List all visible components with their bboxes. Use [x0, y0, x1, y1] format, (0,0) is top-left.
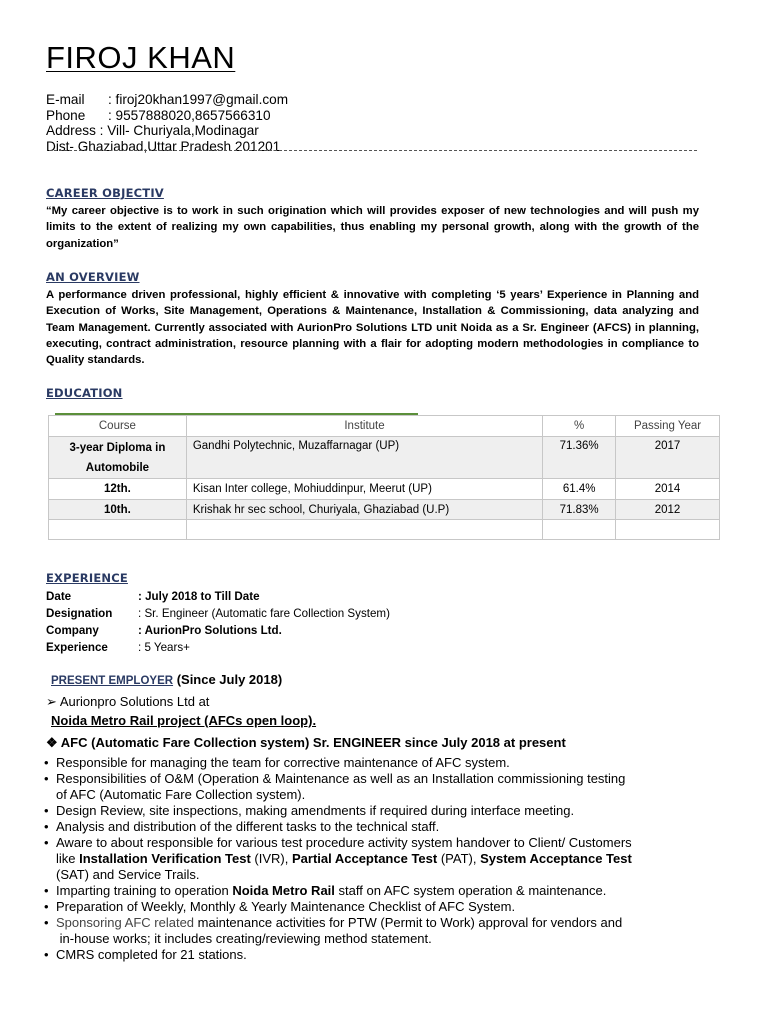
education-heading: EDUCATION	[46, 386, 123, 400]
exp-date-label: Date	[46, 590, 72, 603]
list-item-text: Preparation of Weekly, Monthly & Yearly Maintenance Checklist of AFC System.	[56, 899, 516, 914]
list-item-bold: System Acceptance Test	[480, 851, 632, 866]
bullet-dot-icon: •	[44, 755, 49, 770]
exp-designation-value: : Sr. Engineer (Automatic fare Collection System)	[138, 607, 390, 620]
list-item-text: Responsibilities of O&M (Operation & Maintenance as well as an Installation commissioning testing	[56, 771, 626, 786]
present-employer-line	[51, 672, 282, 687]
overview-text: A performance driven professional, highly efficient & innovative with completing ‘5 years’ Experience in Planning and Execution of Works, Site Management, Operations & Maintenance, Installation & Commissioning, data analyzing and Team Management. Currently associated with AurionPro Solutions LTD unit Noida as a Sr. Engineer (AFCS) in planning, executing, contract administration, resource planning with a flair for adopting modern methodologies in compliance to Quality standards.	[46, 289, 699, 367]
cell-year: 2017	[616, 437, 720, 479]
exp-company-label: Company	[46, 624, 99, 637]
present-employer-heading: PRESENT EMPLOYER	[51, 675, 174, 687]
list-item	[44, 915, 734, 947]
employer-company-bold: Aurionpro	[59, 694, 117, 709]
bullet-dot-icon: •	[44, 883, 49, 898]
phone-value: : 9557888020,8657566310	[108, 107, 271, 123]
table-row	[49, 479, 720, 500]
list-item-text: like	[56, 851, 80, 866]
career-text: “My career objective is to work in such origination which will provides exposer of new technologies and will push my limits to the extent of realizing my own capabilities, thus enabling my personal growth, along with the growth of the organization”	[46, 205, 699, 250]
list-item-text: Design Review, site inspections, making amendments if required during interface meeting.	[56, 803, 575, 818]
list-item-bold: Noida Metro Rail	[232, 883, 335, 898]
email-value[interactable]: : firoj20khan1997@gmail.com	[108, 92, 289, 107]
experience-block	[46, 588, 390, 656]
dashed-divider	[49, 150, 697, 151]
list-item-text: CMRS completed for 21 stations.	[56, 947, 247, 962]
cell-empty	[616, 520, 720, 540]
cell-institute: Gandhi Polytechnic, Muzaffarnagar (UP)	[186, 437, 542, 479]
list-item	[44, 835, 734, 883]
col-course: Course	[49, 416, 187, 437]
exp-company-value: : AurionPro Solutions Ltd.	[138, 624, 282, 637]
responsibilities-list	[44, 755, 734, 963]
list-item-text: Sponsoring AFC related	[56, 915, 195, 930]
list-item	[44, 803, 734, 819]
phone-label: Phone	[46, 107, 86, 123]
exp-designation-label: Designation	[46, 607, 113, 620]
exp-duration-value: : 5 Years+	[138, 641, 190, 654]
employer-project: Noida Metro Rail project (AFCs open loop).	[51, 713, 317, 728]
employer-role: AFC (Automatic Fare Collection system) Sr. ENGINEER since July 2018 at present	[60, 735, 566, 750]
list-item	[44, 755, 734, 771]
contact-block	[46, 92, 288, 154]
exp-date-row	[46, 588, 390, 605]
cell-institute: Kisan Inter college, Mohiuddinpur, Meerut (UP)	[186, 479, 542, 500]
bullet-dot-icon: •	[44, 771, 49, 786]
address-label: Address	[46, 123, 96, 138]
overview-heading: AN OVERVIEW	[46, 270, 140, 284]
list-item	[44, 883, 734, 899]
col-percent: %	[543, 416, 616, 437]
table-header-row	[49, 416, 720, 437]
list-item-text: of AFC (Automatic Fare Collection system).	[56, 787, 306, 802]
employer-company-line	[46, 694, 209, 710]
exp-duration-label: Experience	[46, 641, 108, 654]
career-heading: CAREER OBJECTIV	[46, 186, 164, 200]
cell-percent: 61.4%	[543, 479, 616, 500]
cell-institute: Krishak hr sec school, Churiyala, Ghaziabad (U.P)	[186, 500, 542, 520]
list-item	[44, 771, 734, 803]
exp-duration-row	[46, 639, 390, 656]
cell-percent: 71.36%	[543, 437, 616, 479]
cell-empty	[543, 520, 616, 540]
list-item	[44, 819, 734, 835]
list-item-text: staff on AFC system operation & maintenance.	[334, 883, 607, 898]
cell-percent: 71.83%	[543, 500, 616, 520]
cell-course: 10th.	[49, 500, 187, 520]
exp-designation-row	[46, 605, 390, 622]
list-item-bold: Installation Verification Test	[79, 851, 251, 866]
bullet-dot-icon: •	[44, 819, 49, 834]
address-row	[46, 123, 288, 139]
list-item-text: Imparting training to operation	[56, 883, 233, 898]
exp-company-row	[46, 622, 390, 639]
education-table	[48, 415, 720, 540]
address-value: : Vill- Churiyala,Modinagar	[99, 123, 259, 138]
candidate-name: FIROJ KHAN	[46, 40, 236, 75]
phone-row	[46, 108, 288, 124]
employer-role-line	[46, 735, 566, 751]
diamond-bullet-icon: ❖	[46, 735, 58, 750]
list-item-text: in-house works; it includes creating/reviewing method statement.	[59, 931, 432, 946]
cell-course: 12th.	[49, 479, 187, 500]
list-item-text: maintenance activities for PTW (Permit to Work) approval for vendors and	[194, 915, 623, 930]
list-item-text: (PAT),	[437, 851, 481, 866]
list-item	[44, 947, 734, 963]
bullet-dot-icon: •	[44, 899, 49, 914]
list-item-text: (SAT) and Service Trails.	[56, 867, 200, 882]
bullet-dot-icon: •	[44, 947, 49, 962]
list-item	[44, 899, 734, 915]
cell-course: 3-year Diploma in Automobile	[49, 437, 187, 479]
email-row	[46, 92, 288, 108]
employer-company-rest: Solutions Ltd at	[116, 694, 210, 709]
cell-empty	[186, 520, 542, 540]
exp-date-value: : July 2018 to Till Date	[138, 590, 260, 603]
table-row	[49, 437, 720, 479]
col-institute: Institute	[186, 416, 542, 437]
arrow-bullet-icon: ➢	[46, 694, 57, 709]
bullet-dot-icon: •	[44, 803, 49, 818]
table-row-empty	[49, 520, 720, 540]
cell-year: 2012	[616, 500, 720, 520]
list-item-text: Responsible for managing the team for corrective maintenance of AFC system.	[56, 755, 510, 770]
list-item-text: Aware to about responsible for various test procedure activity system handover to Client/ Customers	[56, 835, 632, 850]
address-line-2: Dist- Ghaziabad,Uttar Pradesh 201201	[46, 138, 281, 154]
list-item-text: Analysis and distribution of the different tasks to the technical staff.	[56, 819, 440, 834]
table-row	[49, 500, 720, 520]
present-employer-since: (Since July 2018)	[176, 672, 283, 687]
experience-heading: EXPERIENCE	[46, 571, 128, 585]
cell-year: 2014	[616, 479, 720, 500]
col-year: Passing Year	[616, 416, 720, 437]
bullet-dot-icon: •	[44, 835, 49, 850]
email-label: E-mail	[46, 92, 85, 107]
list-item-bold: Partial Acceptance Test	[291, 851, 438, 866]
list-item-text: (IVR),	[250, 851, 292, 866]
bullet-dot-icon: •	[44, 915, 49, 930]
cell-empty	[49, 520, 187, 540]
